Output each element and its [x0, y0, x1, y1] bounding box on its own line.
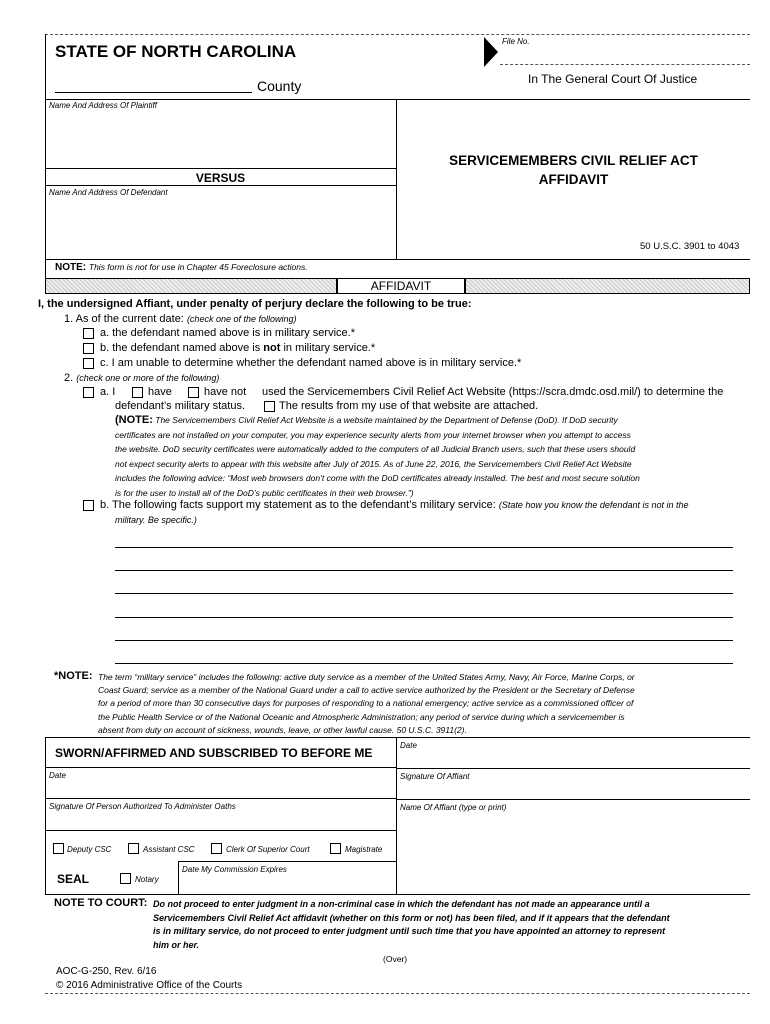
- defendant-label: Name And Address Of Defendant: [49, 188, 168, 197]
- item2b-checkbox[interactable]: [83, 500, 94, 511]
- deputy-csc-checkbox[interactable]: [53, 843, 64, 854]
- affidavit-shade-left: [45, 278, 337, 294]
- item1-line: [64, 313, 297, 325]
- file-no-label: File No.: [502, 37, 530, 46]
- note-text: This form is not for use in Chapter 45 Foreclosure actions.: [88, 262, 308, 272]
- county-label: County: [257, 78, 302, 94]
- plaintiff-field[interactable]: [46, 112, 395, 167]
- website-note-line: includes the following advice: “Most web browsers don’t come with the DoD certificates already installed. The best and most secure solution: [115, 473, 640, 484]
- facts-line-5[interactable]: [115, 640, 733, 641]
- sworn-date-line: [45, 798, 396, 799]
- affiant-name-label: Name Of Affiant (type or print): [400, 803, 507, 812]
- military-note-line: The term “military service” includes the following: active duty service as a member of the United States Army, Navy, Air Force, Marine Corps, or: [98, 672, 635, 682]
- plaintiff-label: Name And Address Of Plaintiff: [49, 101, 157, 110]
- court-note: [153, 898, 670, 952]
- right-date-field[interactable]: [397, 751, 749, 767]
- have-not-checkbox[interactable]: [188, 387, 199, 398]
- military-note-label: *NOTE:: [54, 670, 93, 682]
- assistant-csc-label: Assistant CSC: [143, 845, 195, 854]
- court-note-label: NOTE TO COURT:: [54, 897, 148, 909]
- court-note-line: Servicemembers Civil Relief Act affidavit (whether on this form or not) has been filed, and if it appears that the defendant: [153, 912, 670, 923]
- court-note-line: is in military service, do not proceed to enter judgment until such time that you have appointed an attorney to represent: [153, 926, 666, 936]
- website-note-line: is for the user to install all of the DoD’s public certificates in their web browser.”): [115, 487, 414, 498]
- opt-b-text-pre: b. the defendant named above is: [100, 342, 264, 354]
- item2b-hint: (State how you know the defendant is not in the: [498, 500, 689, 510]
- note-line: [55, 262, 308, 273]
- military-note: [98, 671, 748, 737]
- sworn-date-field[interactable]: [46, 781, 395, 797]
- item2b-text: b. The following facts support my statement as to the defendant’s military service:: [100, 499, 496, 511]
- affiant-signature-label: Signature Of Affiant: [400, 772, 470, 781]
- opt-a-checkbox[interactable]: [83, 328, 94, 339]
- sworn-top-line: [45, 737, 750, 738]
- court-name: In The General Court Of Justice: [528, 72, 698, 86]
- have-label: have: [148, 386, 172, 398]
- have-not-label: have not: [204, 386, 247, 398]
- military-note-line: the Public Health Service or of the National Oceanic and Atmospheric Administration; any period of service during which a servicemember is: [98, 711, 625, 722]
- affidavit-intro: I, the undersigned Affiant, under penalty of perjury declare the following to be true:: [38, 298, 472, 310]
- website-note: [115, 413, 745, 501]
- item2b-line: [100, 499, 688, 511]
- county-field[interactable]: [55, 92, 252, 93]
- item2-number: 2.: [64, 372, 74, 384]
- item1-hint: (check one of the following): [186, 314, 297, 324]
- opt-c-checkbox[interactable]: [83, 358, 94, 369]
- commission-expires-label: Date My Commission Expires: [182, 865, 287, 874]
- parties-top-line: [45, 99, 750, 100]
- notary-checkbox[interactable]: [120, 873, 131, 884]
- opt-b-line: [100, 342, 375, 354]
- right-date-line: [396, 768, 750, 769]
- form-title-line2: AFFIDAVIT: [538, 172, 609, 187]
- affiant-signature-line: [396, 799, 750, 800]
- sworn-heading-line: [45, 767, 396, 768]
- state-title: STATE OF NORTH CAROLINA: [55, 42, 297, 61]
- versus-label: VERSUS: [195, 171, 246, 185]
- sworn-heading: SWORN/AFFIRMED AND SUBSCRIBED TO BEFORE ME: [55, 746, 373, 760]
- facts-line-4[interactable]: [115, 617, 733, 618]
- item2a-line2: defendant’s military status.: [115, 400, 246, 412]
- form-id: AOC-G-250, Rev. 6/16: [56, 966, 157, 977]
- commission-expires-field[interactable]: [179, 875, 395, 893]
- right-date-label: Date: [400, 741, 417, 750]
- seal-label: SEAL: [57, 872, 90, 886]
- opt-b-text-post: in military service.*: [280, 342, 376, 354]
- clerk-checkbox[interactable]: [211, 843, 222, 854]
- website-note-line: the website. DoD security certificates were automatically added to the computers of all Judicial Branch users, such that these users should: [115, 444, 636, 455]
- notary-label: Notary: [135, 875, 159, 884]
- have-checkbox[interactable]: [132, 387, 143, 398]
- item2a-checkbox[interactable]: [83, 387, 94, 398]
- results-attached-text: The results from my use of that website are attached.: [279, 400, 539, 412]
- military-note-line: Coast Guard; service as a member of the National Guard under a call to active service authorized by the President or the Secretary of Defense: [98, 685, 635, 696]
- website-note-line: (NOTE: The Servicemembers Civil Relief Act Website is a website maintained by the Department of Defense (DoD). If DoD security: [115, 414, 618, 426]
- court-note-line: him or her.: [153, 939, 200, 950]
- assistant-csc-checkbox[interactable]: [128, 843, 139, 854]
- copyright: © 2016 Administrative Office of the Courts: [56, 980, 243, 991]
- item2-line: [64, 372, 219, 384]
- seal-top-line: [178, 861, 396, 862]
- sig-authorized-line: [45, 830, 396, 831]
- top-border: [45, 34, 750, 35]
- note-label: NOTE:: [55, 262, 87, 273]
- authorized-signature-label: Signature Of Person Authorized To Administer Oaths: [49, 802, 236, 811]
- affidavit-heading: AFFIDAVIT: [337, 278, 465, 294]
- website-note-line: certificates are not installed on your computer, you may experience security alerts from your internet browser when you attempt to access: [115, 429, 631, 440]
- statute-reference: 50 U.S.C. 3901 to 4043: [640, 241, 740, 252]
- authorized-signature-field[interactable]: [46, 812, 395, 829]
- item1-number: 1.: [64, 313, 74, 325]
- opt-a-text: a. the defendant named above is in military service.*: [100, 327, 355, 339]
- file-no-field[interactable]: [500, 64, 750, 65]
- opt-b-checkbox[interactable]: [83, 343, 94, 354]
- versus-bottom-line: [45, 185, 396, 186]
- defendant-field[interactable]: [46, 198, 395, 258]
- clerk-label: Clerk Of Superior Court: [226, 845, 310, 854]
- facts-line-6[interactable]: [115, 663, 733, 664]
- item1-text: As of the current date:: [75, 313, 184, 325]
- item2a-prefix: a. I: [100, 386, 116, 398]
- magistrate-label: Magistrate: [345, 845, 383, 854]
- website-note-line: not expect security alerts to appear with this website after July of 2015. As of June 22, 2016, the Servicemembers Civil Relief Act Website: [115, 458, 632, 469]
- affiant-signature-field[interactable]: [397, 782, 749, 798]
- sworn-date-label: Date: [49, 771, 66, 780]
- file-arrow-icon: [484, 37, 498, 67]
- note-top-line: [45, 259, 750, 260]
- results-attached-checkbox[interactable]: [264, 401, 275, 412]
- sworn-bottom-line: [45, 894, 750, 895]
- opt-b-not: not: [263, 342, 281, 354]
- versus-top-line: [45, 168, 396, 169]
- military-note-line: absent from duty on account of sickness, wounds, leave, or other lawful cause. 50 U.S.C. 3911(2).: [98, 724, 467, 735]
- facts-line-1[interactable]: [115, 547, 733, 548]
- form-title-line1: SERVICEMEMBERS CIVIL RELIEF ACT: [449, 153, 698, 168]
- affiant-name-field[interactable]: [397, 813, 749, 893]
- item2b-hint2: military. Be specific.): [115, 515, 197, 525]
- opt-c-text: c. I am unable to determine whether the defendant named above is in military service.*: [100, 357, 522, 369]
- facts-line-3[interactable]: [115, 593, 733, 594]
- military-note-line: for a period of more than 30 consecutive days for purposes of responding to a national emergency; active service as a commissioned officer of: [98, 698, 634, 709]
- item2a-text: used the Servicemembers Civil Relief Act Website (https://scra.dmdc.osd.mil/) to determine the: [262, 386, 724, 398]
- affidavit-shade-right: [465, 278, 750, 294]
- footer-border: [45, 993, 750, 994]
- website-note-label: (NOTE:: [115, 414, 153, 426]
- magistrate-checkbox[interactable]: [330, 843, 341, 854]
- court-note-line: Do not proceed to enter judgment in a non-criminal case in which the defendant has not made an appearance until a: [153, 899, 650, 909]
- over-label: (Over): [383, 954, 408, 964]
- item2-hint: (check one or more of the following): [76, 373, 220, 383]
- deputy-csc-label: Deputy CSC: [67, 845, 112, 854]
- facts-line-2[interactable]: [115, 570, 733, 571]
